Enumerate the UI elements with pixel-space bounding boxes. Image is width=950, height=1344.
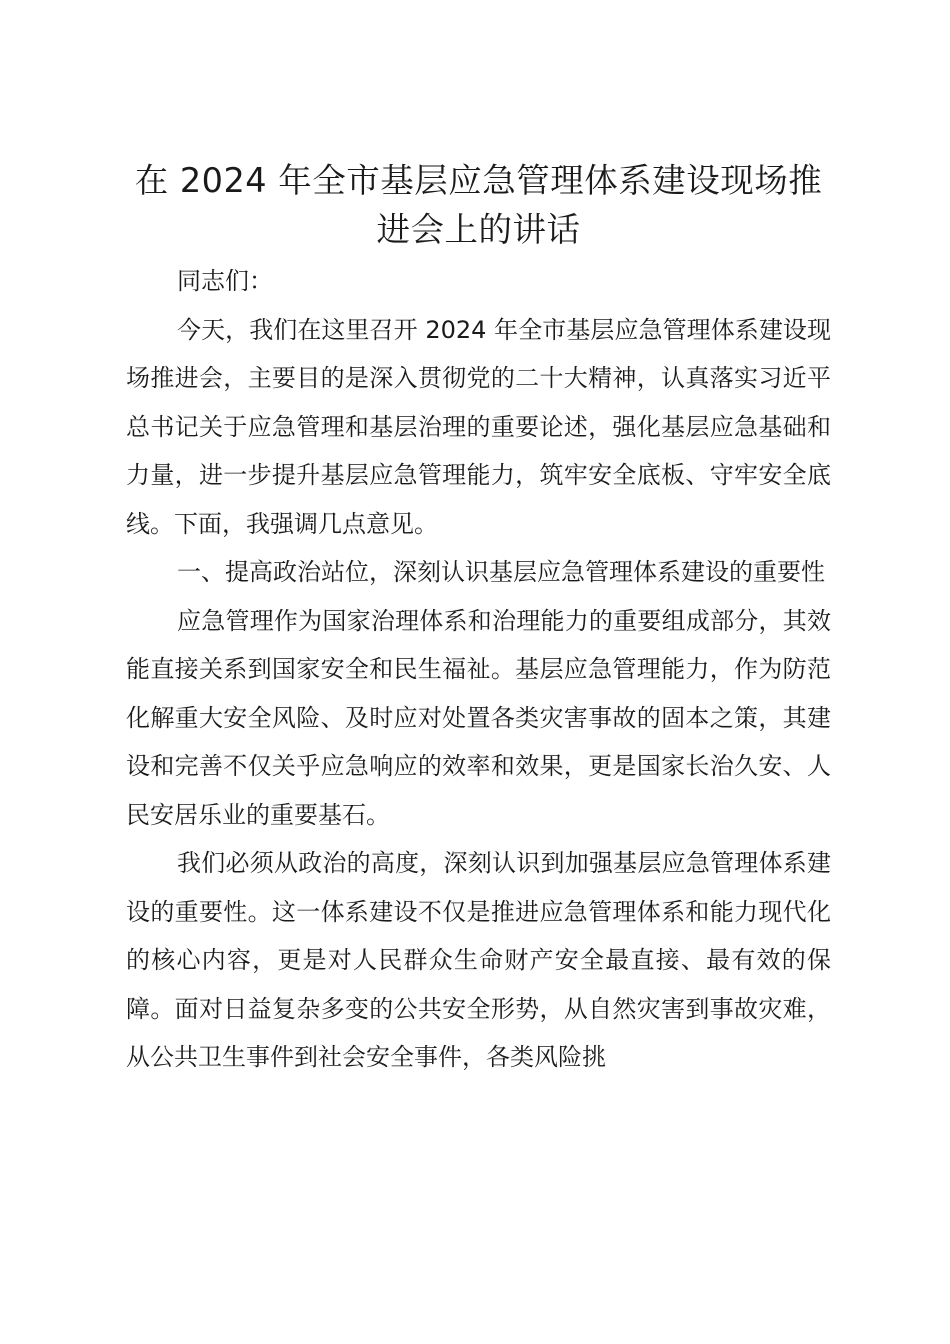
paragraph-political-height: 我们必须从政治的高度，深刻认识到加强基层应急管理体系建设的重要性。这一体系建设不仅是推进应急管理体系和能力现代化的核心内容，更是对人民群众生命财产安全最直接、最有效的保障。面对日益复杂多变的公共安全形势，从自然灾害到事故灾难，从公共卫生事件到社会安全事件，各类风险挑 (126, 849, 831, 1071)
salutation: 同志们： (177, 267, 273, 295)
section-heading-1: 一、提高政治站位，深刻认识基层应急管理体系建设的重要性 (177, 558, 825, 586)
paragraph-opening: 今天，我们在这里召开 2024 年全市基层应急管理体系建设现场推进会，主要目的是深入贯彻党的二十大精神，认真落实习近平总书记关于应急管理和基层治理的重要论述，强化基层应急基础和力量，进一步提升基层应急管理能力，筑牢安全底板、守牢安全底线。下面，我强调几点意见。 (126, 315, 831, 538)
document-title: 在 2024 年全市基层应急管理体系建设现场推进会上的讲话 (134, 161, 823, 249)
document-page (126, 156, 831, 1082)
paragraph-importance: 应急管理作为国家治理体系和治理能力的重要组成部分，其效能直接关系到国家安全和民生福祉。基层应急管理能力，作为防范化解重大安全风险、及时应对处置各类灾害事故的固本之策，其建设和完善不仅关乎应急响应的效率和效果，更是国家长治久安、人民安居乐业的重要基石。 (126, 606, 831, 829)
